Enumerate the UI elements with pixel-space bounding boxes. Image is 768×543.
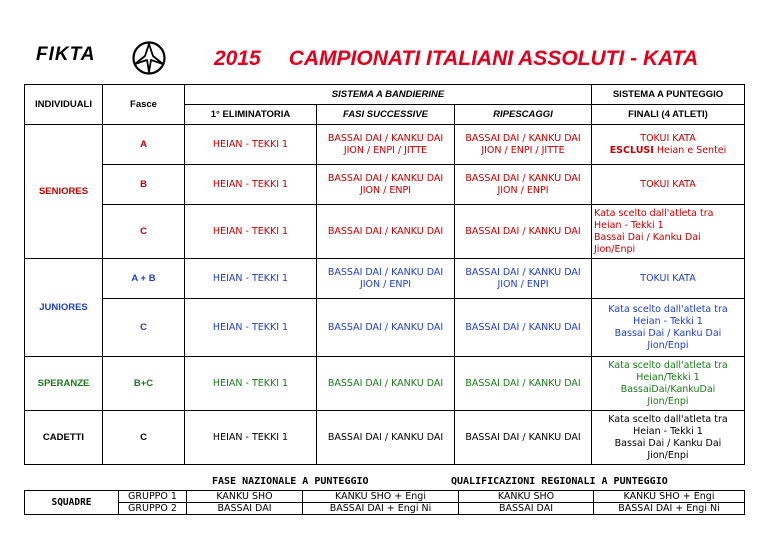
header-fasce: Fasce bbox=[103, 85, 185, 125]
eliminatoria-cell: HEIAN - TEKKI 1 bbox=[185, 125, 317, 165]
national-kata-engi-cell: KANKU SHO + Engi bbox=[303, 491, 459, 503]
table-row bbox=[25, 165, 745, 205]
page-title bbox=[214, 47, 698, 71]
successive-cell: BASSAI DAI / KANKU DAI JION / ENPI bbox=[317, 259, 455, 299]
successive-cell: BASSAI DAI / KANKU DAI JION / ENPI / JITTE bbox=[317, 125, 455, 165]
esclusi-label: ESCLUSI bbox=[609, 144, 654, 156]
finali-cell: TOKUI KATA bbox=[592, 259, 745, 299]
band-cell: A + B bbox=[103, 259, 185, 299]
successive-cell: BASSAI DAI / KANKU DAI bbox=[317, 411, 455, 465]
header-sistema-bandierine: SISTEMA A BANDIERINE bbox=[185, 85, 592, 105]
table-row bbox=[25, 259, 745, 299]
eliminatoria-cell: HEIAN - TEKKI 1 bbox=[185, 299, 317, 357]
national-kata-cell: BASSAI DAI bbox=[187, 503, 303, 515]
category-speranze: SPERANZE bbox=[25, 357, 103, 411]
group-cell: GRUPPO 2 bbox=[119, 503, 187, 515]
header-finali: FINALI (4 ATLETI) bbox=[592, 105, 745, 125]
header-eliminatoria: 1° ELIMINATORIA bbox=[185, 105, 317, 125]
table-row bbox=[25, 491, 745, 503]
band-cell: B+C bbox=[103, 357, 185, 411]
eliminatoria-cell: HEIAN - TEKKI 1 bbox=[185, 165, 317, 205]
table-row bbox=[25, 205, 745, 259]
ripescaggi-cell: BASSAI DAI / KANKU DAI bbox=[455, 357, 592, 411]
regional-qualification-title: QUALIFICAZIONI REGIONALI A PUNTEGGIO bbox=[451, 476, 668, 487]
table-row bbox=[25, 503, 745, 515]
finali-cell: Kata scelto dall'atleta tra Heian - Tekki 1 Bassai Dai / Kanku Dai Jion/Enpi bbox=[592, 411, 745, 465]
eliminatoria-cell: HEIAN - TEKKI 1 bbox=[185, 357, 317, 411]
band-cell: C bbox=[103, 205, 185, 259]
finali-cell: TOKUI KATA ESCLUSI Heian e Sentei bbox=[592, 125, 745, 165]
header-fasi-successive: FASI SUCCESSIVE bbox=[317, 105, 455, 125]
national-kata-engi-cell: BASSAI DAI + Engi Ni bbox=[303, 503, 459, 515]
successive-cell: BASSAI DAI / KANKU DAI JION / ENPI bbox=[317, 165, 455, 205]
header-sistema-punteggio: SISTEMA A PUNTEGGIO bbox=[592, 85, 745, 105]
regional-kata-engi-cell: KANKU SHO + Engi bbox=[594, 491, 745, 503]
ripescaggi-cell: BASSAI DAI / KANKU DAI bbox=[455, 205, 592, 259]
table-row bbox=[25, 299, 745, 357]
band-cell: A bbox=[103, 125, 185, 165]
category-juniores: JUNIORES bbox=[25, 259, 103, 357]
finali-cell: Kata scelto dall'atleta tra Heian - Tekki 1 Bassai Dai / Kanku Dai Jion/Enpi bbox=[592, 299, 745, 357]
finali-cell: Kata scelto dall'atleta tra Heian - Tekki 1 Bassai Dai / Kanku Dai Jion/Enpi bbox=[592, 205, 745, 259]
finali-cell: TOKUI KATA bbox=[592, 165, 745, 205]
finali-cell: Kata scelto dall'atleta tra Heian/Tekki 1 BassaiDai/KankuDai Jion/Enpi bbox=[592, 357, 745, 411]
fikta-logo-text: FIKTA bbox=[36, 44, 96, 65]
ripescaggi-cell: BASSAI DAI / KANKU DAI JION / ENPI bbox=[455, 259, 592, 299]
band-cell: C bbox=[103, 411, 185, 465]
successive-cell: BASSAI DAI / KANKU DAI bbox=[317, 357, 455, 411]
squadre-table bbox=[24, 490, 745, 515]
group-cell: GRUPPO 1 bbox=[119, 491, 187, 503]
regional-kata-cell: KANKU SHO bbox=[459, 491, 594, 503]
table-row bbox=[25, 357, 745, 411]
table-row bbox=[25, 125, 745, 165]
ripescaggi-cell: BASSAI DAI / KANKU DAI JION / ENPI bbox=[455, 165, 592, 205]
successive-cell: BASSAI DAI / KANKU DAI bbox=[317, 205, 455, 259]
national-kata-cell: KANKU SHO bbox=[187, 491, 303, 503]
eliminatoria-cell: HEIAN - TEKKI 1 bbox=[185, 205, 317, 259]
squadre-label: SQUADRE bbox=[25, 491, 119, 515]
ripescaggi-cell: BASSAI DAI / KANKU DAI bbox=[455, 299, 592, 357]
header-individuali: INDIVIDUALI bbox=[25, 85, 103, 125]
regional-kata-engi-cell: BASSAI DAI + Engi Ni bbox=[594, 503, 745, 515]
ripescaggi-cell: BASSAI DAI / KANKU DAI bbox=[455, 411, 592, 465]
ripescaggi-cell: BASSAI DAI / KANKU DAI JION / ENPI / JITTE bbox=[455, 125, 592, 165]
band-cell: C bbox=[103, 299, 185, 357]
eliminatoria-cell: HEIAN - TEKKI 1 bbox=[185, 259, 317, 299]
eliminatoria-cell: HEIAN - TEKKI 1 bbox=[185, 411, 317, 465]
kata-table bbox=[24, 84, 745, 465]
regional-kata-cell: BASSAI DAI bbox=[459, 503, 594, 515]
band-cell: B bbox=[103, 165, 185, 205]
header-ripescaggi: RIPESCAGGI bbox=[455, 105, 592, 125]
title-text: CAMPIONATI ITALIANI ASSOLUTI - KATA bbox=[288, 47, 699, 70]
table-row bbox=[25, 411, 745, 465]
fikta-emblem-icon bbox=[131, 40, 167, 80]
successive-cell: BASSAI DAI / KANKU DAI bbox=[317, 299, 455, 357]
category-seniores: SENIORES bbox=[25, 125, 103, 259]
title-year: 2015 bbox=[214, 47, 261, 70]
national-phase-title: FASE NAZIONALE A PUNTEGGIO bbox=[212, 476, 369, 487]
category-cadetti: CADETTI bbox=[25, 411, 103, 465]
